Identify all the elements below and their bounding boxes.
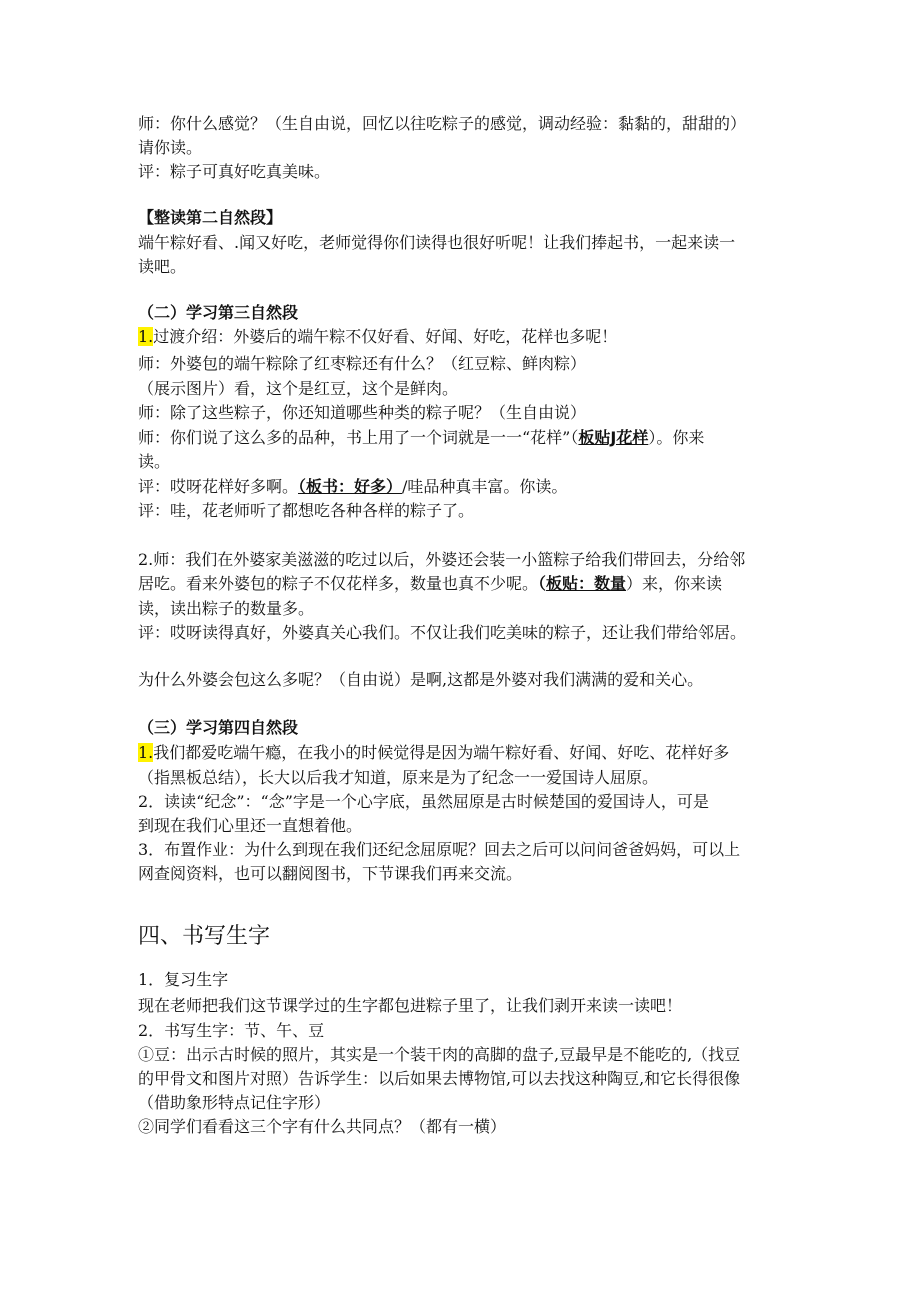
board-note: 板贴J花样 [578,428,649,447]
line-text: 过渡介绍：外婆后的端午粽不仅好看、好闻、好吃，花样也多呢！ [153,327,618,346]
text-line: （指黑板总结），长大以后我才知道，原来是为了纪念一一爱国诗人屈原。 [138,768,659,787]
text-line: 2.师：我们在外婆家美滋滋的吃过以后，外婆还会装一小篮粽子给我们带回去，分给邻 [138,550,746,569]
text-line: ①豆：出示古时候的照片，其实是一个装干肉的高脚的盘子,豆最早是不能吃的,（找豆 [138,1045,741,1064]
text-line [138,325,617,349]
text-line: 到现在我们心里还一直想着他。 [138,816,363,835]
line-text: 师：你们说了这么多的品种，书上用了一个词就是一一“花样”（ [138,428,579,447]
line-text: （ [538,574,547,593]
text-line: 2．读读“纪念”：“念”字是一个心字底，虽然屈原是古时候楚国的爱国诗人，可是 [138,792,709,811]
section-heading: 【整读第二自然段】 [138,208,283,227]
text-line: 评：粽子可真好吃真美味。 [138,162,331,181]
text-line: 2．书写生字：节、午、豆 [138,1021,325,1040]
chapter-heading: 四、书写生字 [138,924,271,949]
text-line [138,475,567,499]
text-line: 读吧。 [138,257,187,276]
section-title: （二）学习第三自然段 [138,303,299,322]
board-note: 板贴：数量 [546,574,627,593]
line-text: 居吃。看来外婆包的粽子不仅花样多，数量也真不少呢。 [138,574,539,593]
text-line: 1．复习生字 [138,970,229,989]
highlighted-number: 1. [138,327,154,346]
text-line: ②同学们看看这三个字有什么共同点？（都有一横） [138,1117,507,1136]
text-line: （借助象形特点记住字形） [138,1093,331,1112]
text-line: 的甲骨文和图片对照）告诉学生：以后如果去博物馆,可以去找这种陶豆,和它长得很像 [138,1069,741,1088]
text-line: 师：你什么感觉？（生自由说，回忆以往吃粽子的感觉，调动经验：黏黏的，甜甜的） [138,114,747,133]
text-line [138,426,704,450]
line-text: 评：哎呀花样好多啊。 [138,477,299,496]
highlighted-number: 1. [138,743,154,762]
text-line [138,572,722,596]
text-line: 评：哇，花老师听了都想吃各种各样的粽子了。 [138,501,475,520]
text-line: 网查阅资料，也可以翻阅图书，下节课我们再来交流。 [138,864,523,883]
text-line: 3．布置作业：为什么到现在我们还纪念屈原呢？回去之后可以问问爸爸妈妈，可以上 [138,840,741,859]
line-text: 我们都爱吃端午瘾，在我小的时候觉得是因为端午粽好看、好闻、好吃、花样好多 [153,743,730,762]
line-text: /哇品种真丰富。你读。 [402,477,568,496]
line-text: ）。你来 [648,428,705,447]
text-line: 师：除了这些粽子，你还知道哪些种类的粽子呢？（生自由说） [138,403,587,422]
text-line: 评：哎呀读得真好，外婆真关心我们。不仅让我们吃美味的粽子，还让我们带给邻居。 [138,623,747,642]
text-line: 师：外婆包的端午粽除了红枣粽还有什么？（红豆粽、鲜肉粽） [138,354,587,373]
text-line: 端午粽好看、.闻又好吃，老师觉得你们读得也很好听呢！让我们捧起书，一起来读一 [138,233,736,252]
text-line [138,741,729,765]
text-line: 为什么外婆会包这么多呢？（自由说）是啊,这都是外婆对我们满满的爱和关心。 [138,670,704,689]
text-line: 读。 [138,452,171,471]
board-note: （板书：好多） [298,477,403,496]
line-text: ）来，你来读 [626,574,723,593]
text-line: 请你读。 [138,138,203,157]
text-line: 现在老师把我们这节课学过的生字都包进粽子里了，让我们剥开来读一读吧！ [138,996,683,1015]
section-title: （三）学习第四自然段 [138,718,299,737]
text-line: （展示图片）看，这个是红豆，这个是鲜肉。 [138,379,459,398]
text-line: 读，读出粽子的数量多。 [138,599,315,618]
